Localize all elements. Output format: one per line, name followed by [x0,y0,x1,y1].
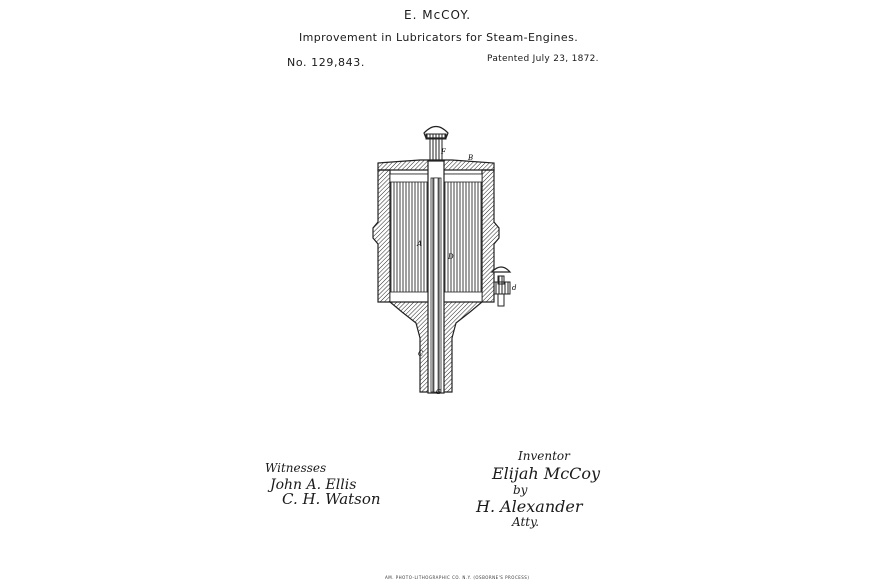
attorney-label: Atty. [512,515,540,529]
ref-letter-a: A [417,240,423,248]
central-tube [428,161,444,393]
ref-letter-g: G [436,389,441,396]
ref-letter-f: F [441,148,446,156]
by-label: by [513,483,528,497]
ref-letter-d: D [448,253,454,261]
lubricator-drawing [360,118,530,400]
inventor-label: Inventor [518,449,570,463]
ref-letter-d-small: d [512,284,517,292]
ref-letter-b: B [468,154,474,162]
witness-1-signature: John A. Ellis [270,477,357,493]
inventor-signature: Elijah McCoy [492,464,601,483]
patent-number: No. 129,843. [287,56,365,69]
patent-title: Improvement in Lubricators for Steam-Engines. [299,31,579,44]
witnesses-label: Witnesses [265,461,327,475]
lithographer-footer: AM. PHOTO-LITHOGRAPHIC CO. N.Y. (OSBORNE'S PROCESS) [385,575,530,580]
attorney-signature: H. Alexander [476,497,583,516]
side-valve [492,267,510,306]
patent-date: Patented July 23, 1872. [487,54,599,64]
ref-letter-c: C [418,350,424,358]
witness-2-signature: C. H. Watson [282,490,381,508]
inventor-name-heading: E. McCOY. [404,8,472,22]
